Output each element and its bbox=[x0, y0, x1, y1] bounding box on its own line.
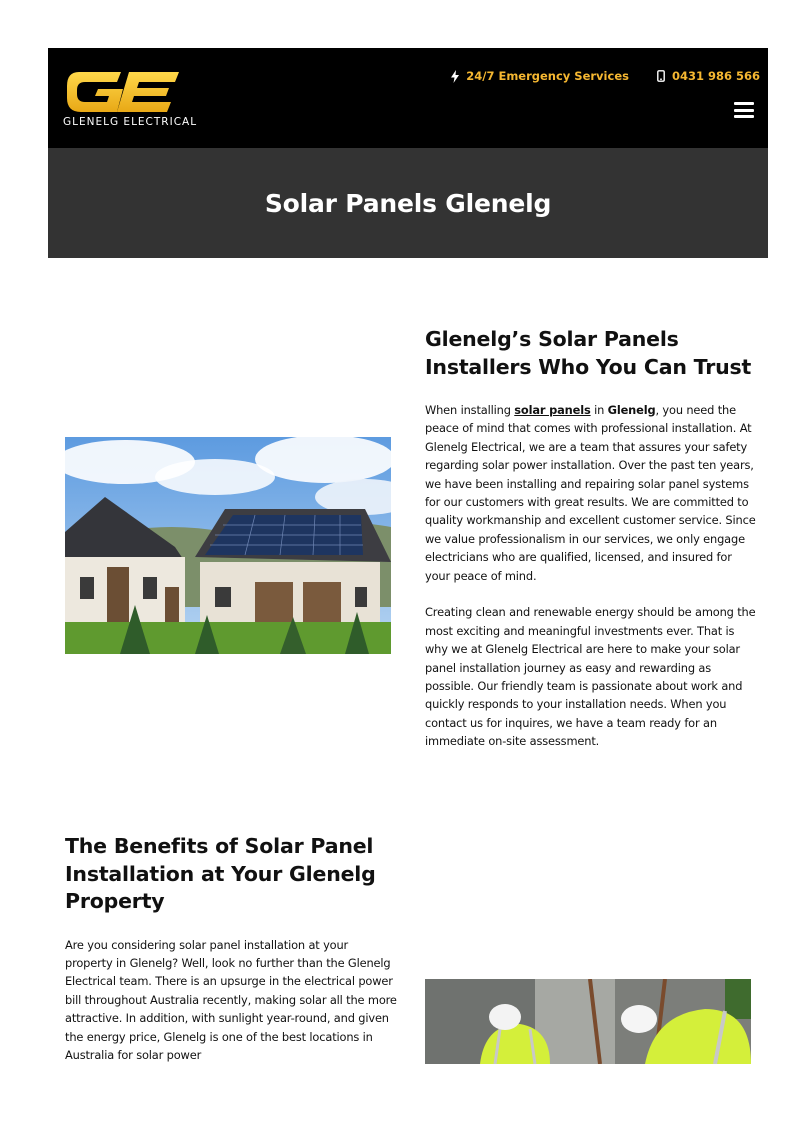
solar-panels-link[interactable]: solar panels bbox=[514, 403, 591, 417]
section-paragraph: Are you considering solar panel installation at your property in Glenelg? Well, look no further than the Glenelg Electrical team. There is an upsurge in the electrical power bill throughout Australia recently, making solar all the more attractive. In addition, with sunlight year-round, and given the energy price, Glenelg is one of the best locations in Australia for solar power bbox=[65, 937, 397, 1062]
solar-installers-image bbox=[425, 979, 751, 1064]
solar-house-image bbox=[65, 437, 391, 654]
emergency-services-label: 24/7 Emergency Services bbox=[466, 69, 629, 83]
paragraph-text: in bbox=[590, 403, 608, 417]
site-header bbox=[48, 48, 768, 148]
menu-bar bbox=[734, 109, 754, 112]
hamburger-menu-icon[interactable] bbox=[734, 102, 754, 118]
section-solar-installers bbox=[425, 326, 757, 751]
paragraph-text: When installing bbox=[425, 403, 515, 417]
section-solar-benefits bbox=[65, 833, 397, 1064]
ge-logo-mark bbox=[63, 70, 181, 114]
glenelg-bold-text: Glenelg bbox=[607, 403, 656, 417]
menu-bar bbox=[734, 102, 754, 105]
emergency-services-link[interactable] bbox=[451, 69, 629, 83]
phone-number-label: 0431 986 566 bbox=[671, 69, 760, 83]
page-title: Solar Panels Glenelg bbox=[264, 188, 552, 218]
section-heading: The Benefits of Solar Panel Installation at Your Glenelg Property bbox=[65, 834, 376, 913]
logo[interactable] bbox=[63, 70, 203, 132]
lightning-bolt-icon bbox=[451, 70, 459, 83]
paragraph-text: , you need the peace of mind that comes with professional installation. At Glenelg Electrical, we are a team that assures your safety regarding solar power installation. Over the past ten years, we have been installing and repairing solar panel systems for our customers with great results. We are committed to quality workmanship and excellent customer service. Since we value professionalism in our services, we only engage electricians who are qualified, licensed, and insured for your peace of mind. bbox=[425, 403, 756, 583]
section-paragraph bbox=[425, 401, 757, 585]
menu-bar bbox=[734, 115, 754, 118]
mobile-phone-icon bbox=[657, 70, 665, 82]
page-title-banner bbox=[48, 148, 768, 258]
section-paragraph: Creating clean and renewable energy should be among the most exciting and meaningful investments ever. That is why we at Glenelg Electrical are here to make your solar panel installation journey as easy and rewarding as possible. Our friendly team is passionate about work and quickly responds to your installation needs. When you contact us for inquires, we have a team ready for an immediate on-site assessment. bbox=[425, 605, 756, 749]
top-links bbox=[451, 69, 760, 83]
logo-wordmark: GLENELG ELECTRICAL bbox=[63, 116, 198, 128]
section-heading: Glenelg’s Solar Panels Installers Who You Can Trust bbox=[425, 327, 752, 379]
phone-link[interactable] bbox=[657, 69, 760, 83]
